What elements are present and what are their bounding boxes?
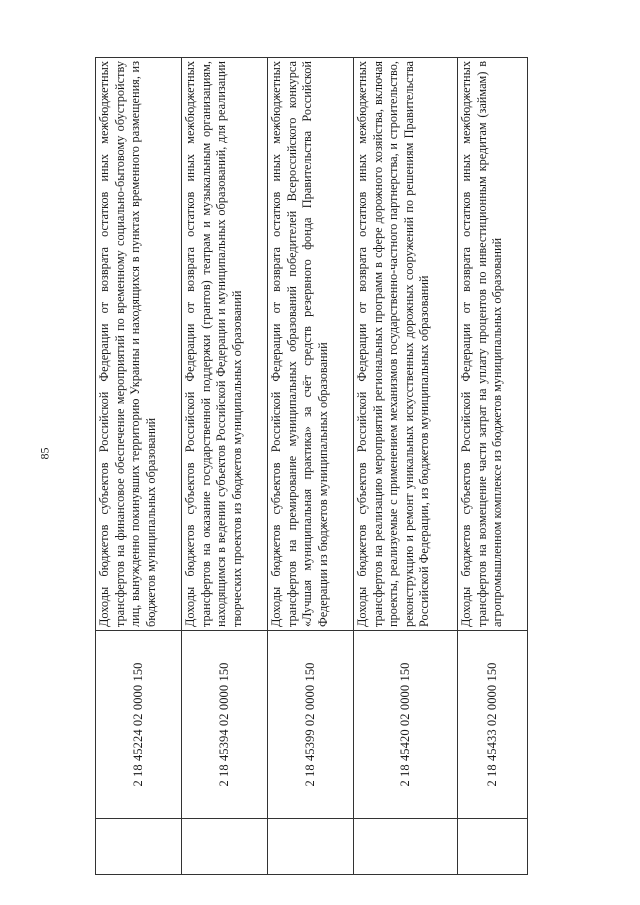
budget-codes-table: [95, 57, 528, 875]
classification-code: 2 18 45224 02 0000 150: [96, 631, 182, 819]
empty-cell: [354, 819, 458, 875]
table-row: [458, 58, 528, 875]
revenue-description: Доходы бюджетов субъектов Российской Федерации от возврата остатков иных межбюджетных трансфертов на оказание государственной поддержки (грантов) театрам и музыкальным организациям, находящимся в ведении субъектов Российской Федерации и муниципальных образований, для реализации творческих проектов из бюджетов муниципальных образований: [182, 58, 268, 631]
budget-codes-table-landscape: [95, 58, 527, 875]
revenue-description: Доходы бюджетов субъектов Российской Федерации от возврата остатков иных межбюджетных трансфертов на премирование муниципальных образований победителей Всероссийского конкурса «Лучшая муниципальная практика» за счёт средств резервного фонда Правительства Российской Федерации из бюджетов муниципальных образований: [268, 58, 354, 631]
empty-cell: [268, 819, 354, 875]
revenue-description: Доходы бюджетов субъектов Российской Федерации от возврата остатков иных межбюджетных трансфертов на финансовое обеспечение мероприятий по временному социально-бытовому обустройству лиц, вынужденно покинувших территорию Украины и находящихся в пунктах временного размещения, из бюджетов муниципальных образований: [96, 58, 182, 631]
budget-codes-table-wrapper: [95, 58, 527, 875]
page-number: 85: [37, 447, 52, 460]
empty-cell: [96, 819, 182, 875]
table-row: [354, 58, 458, 875]
classification-code: 2 18 45394 02 0000 150: [182, 631, 268, 819]
empty-cell: [182, 819, 268, 875]
table-row: [268, 58, 354, 875]
table-row: [182, 58, 268, 875]
empty-cell: [458, 819, 528, 875]
revenue-description: Доходы бюджетов субъектов Российской Федерации от возврата остатков иных межбюджетных трансфертов на возмещение части затрат на уплату процентов по инвестиционным кредитам (займам) в агропромышленном комплексе из бюджетов муниципальных образований: [458, 58, 528, 631]
classification-code: 2 18 45399 02 0000 150: [268, 631, 354, 819]
table-row: [96, 58, 182, 875]
classification-code: 2 18 45433 02 0000 150: [458, 631, 528, 819]
classification-code: 2 18 45420 02 0000 150: [354, 631, 458, 819]
revenue-description: Доходы бюджетов субъектов Российской Федерации от возврата остатков иных межбюджетных трансфертов на реализацию мероприятий региональных программ в сфере дорожного хозяйства, включая проекты, реализуемые с применением механизмов государственно-частного партнерства, и строительство, реконструкцию и ремонт уникальных искусственных дорожных сооружений по решениям Правительства Российской Федерации, из бюджетов муниципальных образований: [354, 58, 458, 631]
